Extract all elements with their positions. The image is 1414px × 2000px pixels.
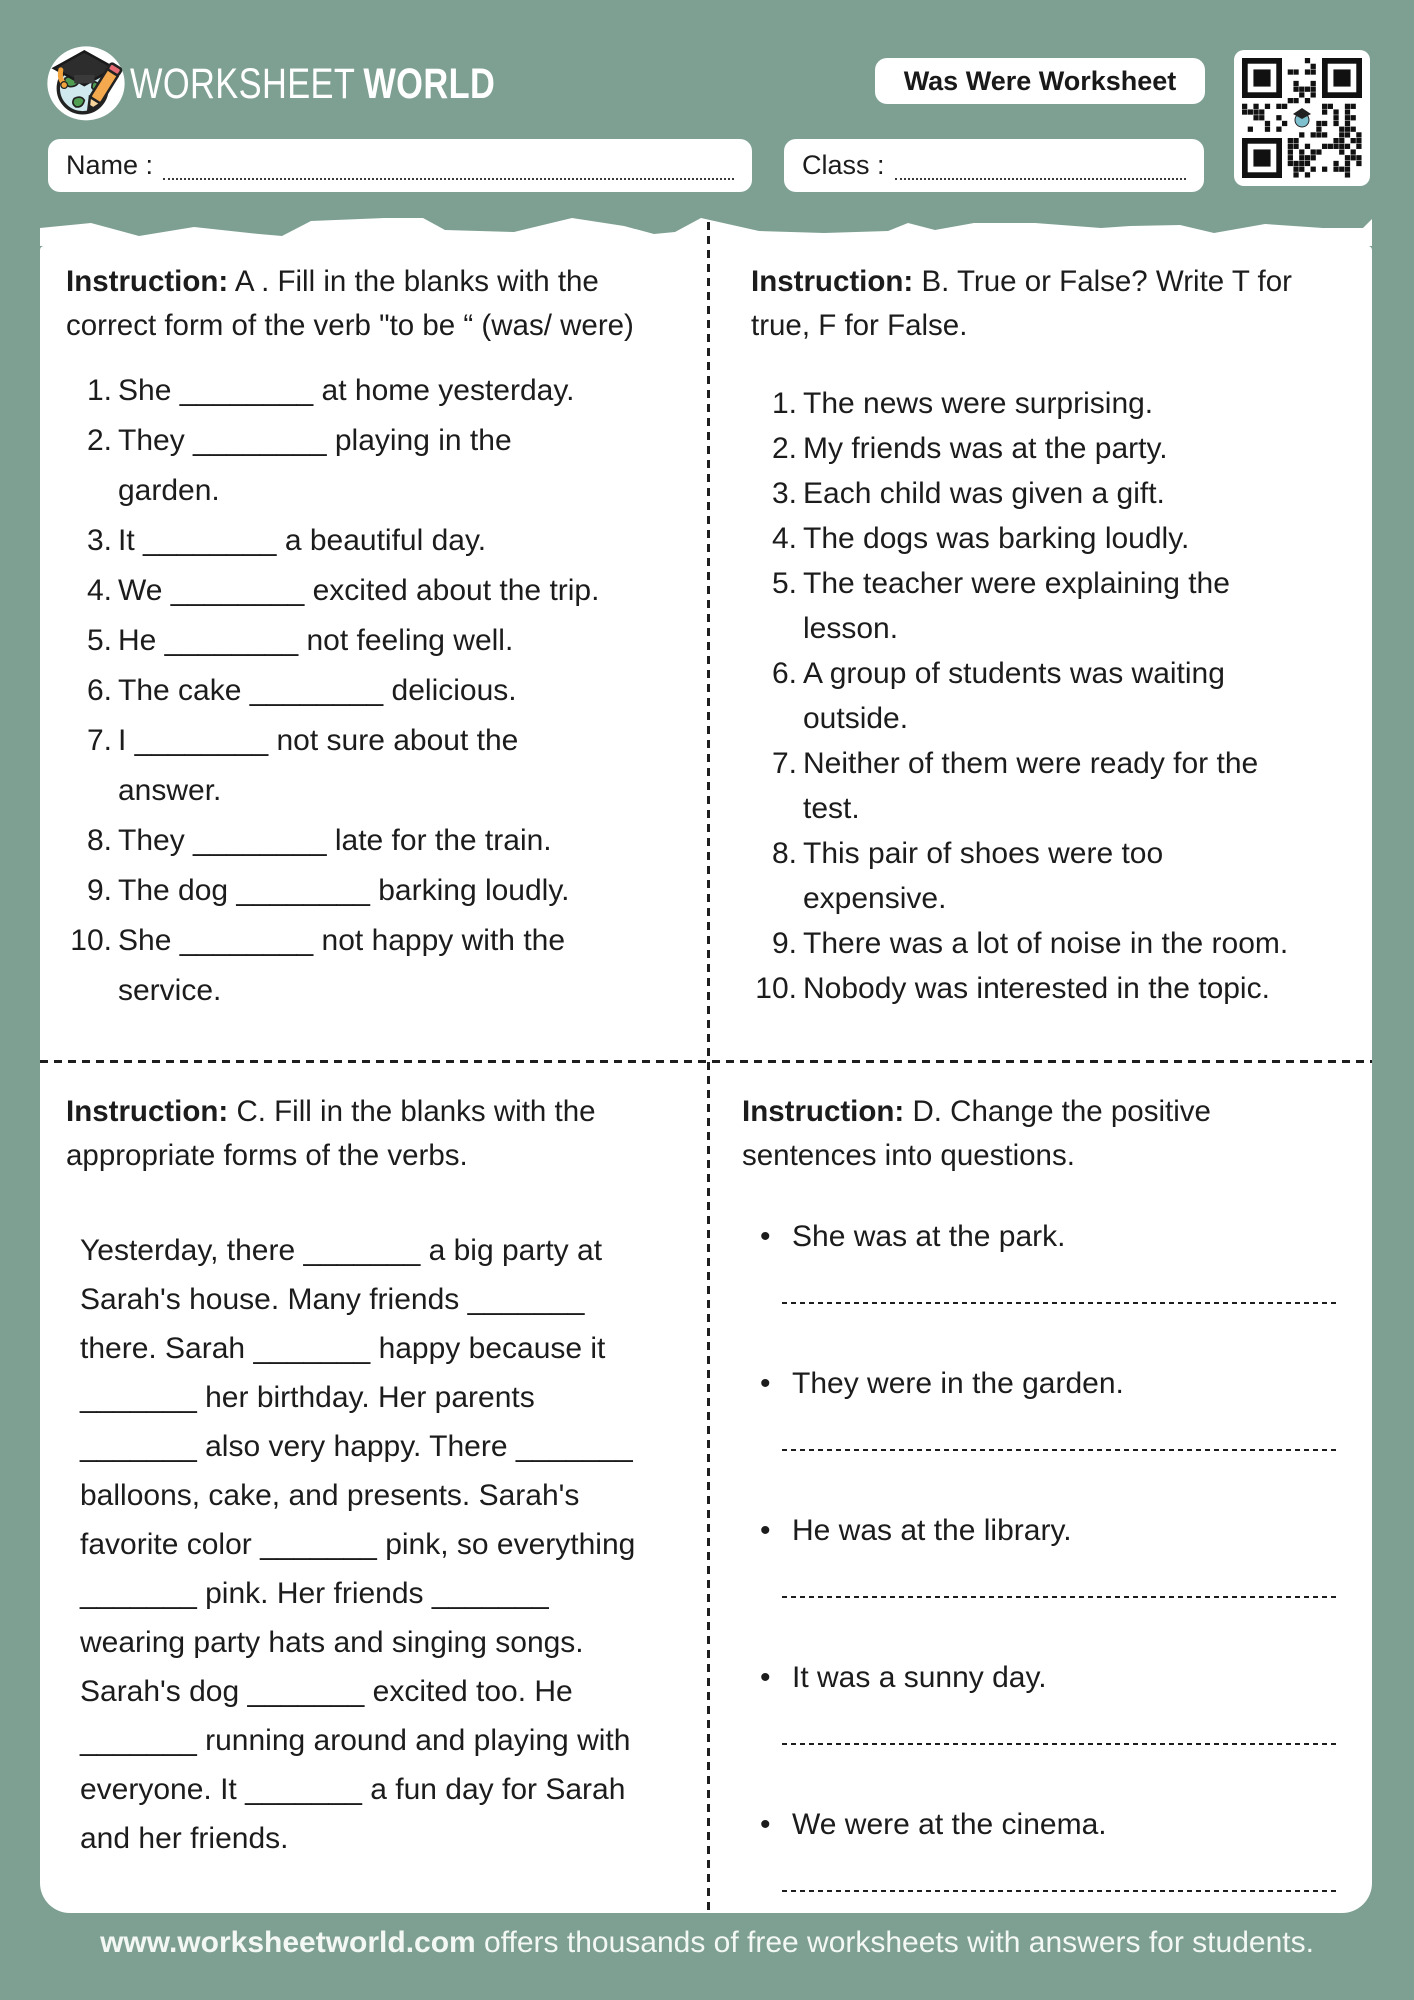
answer-line[interactable] [782, 1743, 1339, 1745]
exercise-item: Each child was given a gift. [803, 477, 1165, 510]
bullet-icon: • [760, 1808, 771, 1841]
section-b-instruction [751, 260, 1316, 348]
globe-graduation-cap-pencil-icon [44, 38, 128, 122]
horizontal-dashed-divider [40, 1060, 1372, 1063]
sentence-row [742, 1212, 1342, 1262]
exercise-item: We ________ excited about the trip. [118, 574, 600, 607]
section-a-items [66, 366, 651, 1016]
section-d [742, 1090, 1342, 1947]
section-a-instruction [66, 260, 651, 348]
qr-code-icon [1242, 58, 1362, 178]
brand-word-primary: WORKSHEET [130, 60, 356, 108]
brand-logo [44, 38, 128, 122]
class-field [784, 139, 1204, 192]
section-b-items [751, 381, 1316, 1011]
answer-line[interactable] [782, 1596, 1339, 1598]
worksheet-title-badge [875, 58, 1205, 104]
question-item [742, 1359, 1342, 1451]
answer-line[interactable] [782, 1890, 1339, 1892]
fill-in-paragraph: Yesterday, there _______ a big party at Sarah's house. Many friends _______ there. Sarah _______ happy because it _______ her birthday. Her parents _______ also very happy. There _______ balloons, cake, and presents. Sarah's favorite color _______ pink, so everything _______ pink. Her friends _______ wearing party hats and singing songs. Sarah's dog _______ excited too. He _______ running around and playing with everyone. It _______ a fun day for Sarah and her friends. [80, 1234, 636, 1855]
instruction-label: Instruction: [66, 265, 229, 298]
section-c [66, 1090, 646, 1863]
bullet-icon: • [760, 1367, 771, 1400]
exercise-item: The dog ________ barking loudly. [118, 874, 570, 907]
brand-word-secondary: WORLD [363, 60, 496, 108]
brand-wordmark [130, 60, 495, 109]
question-item [742, 1506, 1342, 1598]
answer-line[interactable] [782, 1302, 1339, 1304]
worksheet-title-text: Was Were Worksheet [903, 65, 1177, 96]
sentence-row [742, 1506, 1342, 1556]
bullet-icon: • [760, 1514, 771, 1547]
question-item [742, 1653, 1342, 1745]
sentence-row [742, 1800, 1342, 1850]
sentence-text: He was at the library. [792, 1514, 1072, 1547]
exercise-item: The teacher were explaining the lesson. [803, 567, 1230, 645]
footer [0, 1926, 1414, 1960]
exercise-item: The cake ________ delicious. [118, 674, 517, 707]
exercise-item: She ________ not happy with the service. [118, 924, 566, 1007]
sentence-row [742, 1359, 1342, 1409]
question-item [742, 1212, 1342, 1304]
exercise-item: It ________ a beautiful day. [118, 524, 487, 557]
sentence-text: She was at the park. [792, 1220, 1066, 1253]
name-label: Name : [66, 150, 154, 180]
sentence-row [742, 1653, 1342, 1703]
exercise-item: The news were surprising. [803, 387, 1154, 420]
sentence-text: It was a sunny day. [792, 1661, 1047, 1694]
section-a [66, 260, 651, 1016]
section-d-items [742, 1212, 1342, 1892]
instruction-label: Instruction: [66, 1095, 229, 1128]
exercise-item: My friends was at the party. [803, 432, 1168, 465]
exercise-item: He ________ not feeling well. [118, 624, 514, 657]
exercise-item: This pair of shoes were too expensive. [803, 837, 1164, 915]
exercise-item: I ________ not sure about the answer. [118, 724, 519, 807]
instruction-text: B. True or False? Write T for true, F for False. [751, 265, 1292, 342]
footer-tagline: offers thousands of free worksheets with answers for students. [475, 1926, 1314, 1959]
section-d-instruction [742, 1090, 1342, 1178]
exercise-item: A group of students was waiting outside. [803, 657, 1225, 735]
exercise-item: They ________ playing in the garden. [118, 424, 512, 507]
section-b [751, 260, 1316, 1011]
vertical-dashed-divider [707, 222, 710, 1910]
torn-paper-edge [40, 214, 1372, 246]
footer-site-url: www.worksheetworld.com [100, 1926, 476, 1959]
instruction-text: A . Fill in the blanks with the correct form of the verb "to be “ (was/ were) [66, 265, 634, 342]
answer-line[interactable] [782, 1449, 1339, 1451]
bullet-icon: • [760, 1661, 771, 1694]
exercise-item: There was a lot of noise in the room. [803, 927, 1289, 960]
exercise-item: Neither of them were ready for the test. [803, 747, 1259, 825]
name-input-line[interactable] [163, 178, 734, 180]
instruction-text: C. Fill in the blanks with the appropriate forms of the verbs. [66, 1095, 596, 1172]
name-field [48, 139, 752, 192]
qr-code [1234, 50, 1370, 186]
bullet-icon: • [760, 1220, 771, 1253]
section-c-instruction [66, 1090, 646, 1178]
class-input-line[interactable] [895, 178, 1186, 180]
exercise-item: Nobody was interested in the topic. [803, 972, 1270, 1005]
sentence-text: They were in the garden. [792, 1367, 1124, 1400]
instruction-label: Instruction: [751, 265, 914, 298]
exercise-item: The dogs was barking loudly. [803, 522, 1190, 555]
instruction-text: D. Change the positive sentences into questions. [742, 1095, 1211, 1172]
sentence-text: We were at the cinema. [792, 1808, 1107, 1841]
question-item [742, 1800, 1342, 1892]
class-label: Class : [802, 150, 885, 180]
exercise-item: They ________ late for the train. [118, 824, 552, 857]
instruction-label: Instruction: [742, 1095, 905, 1128]
exercise-item: She ________ at home yesterday. [118, 374, 575, 407]
